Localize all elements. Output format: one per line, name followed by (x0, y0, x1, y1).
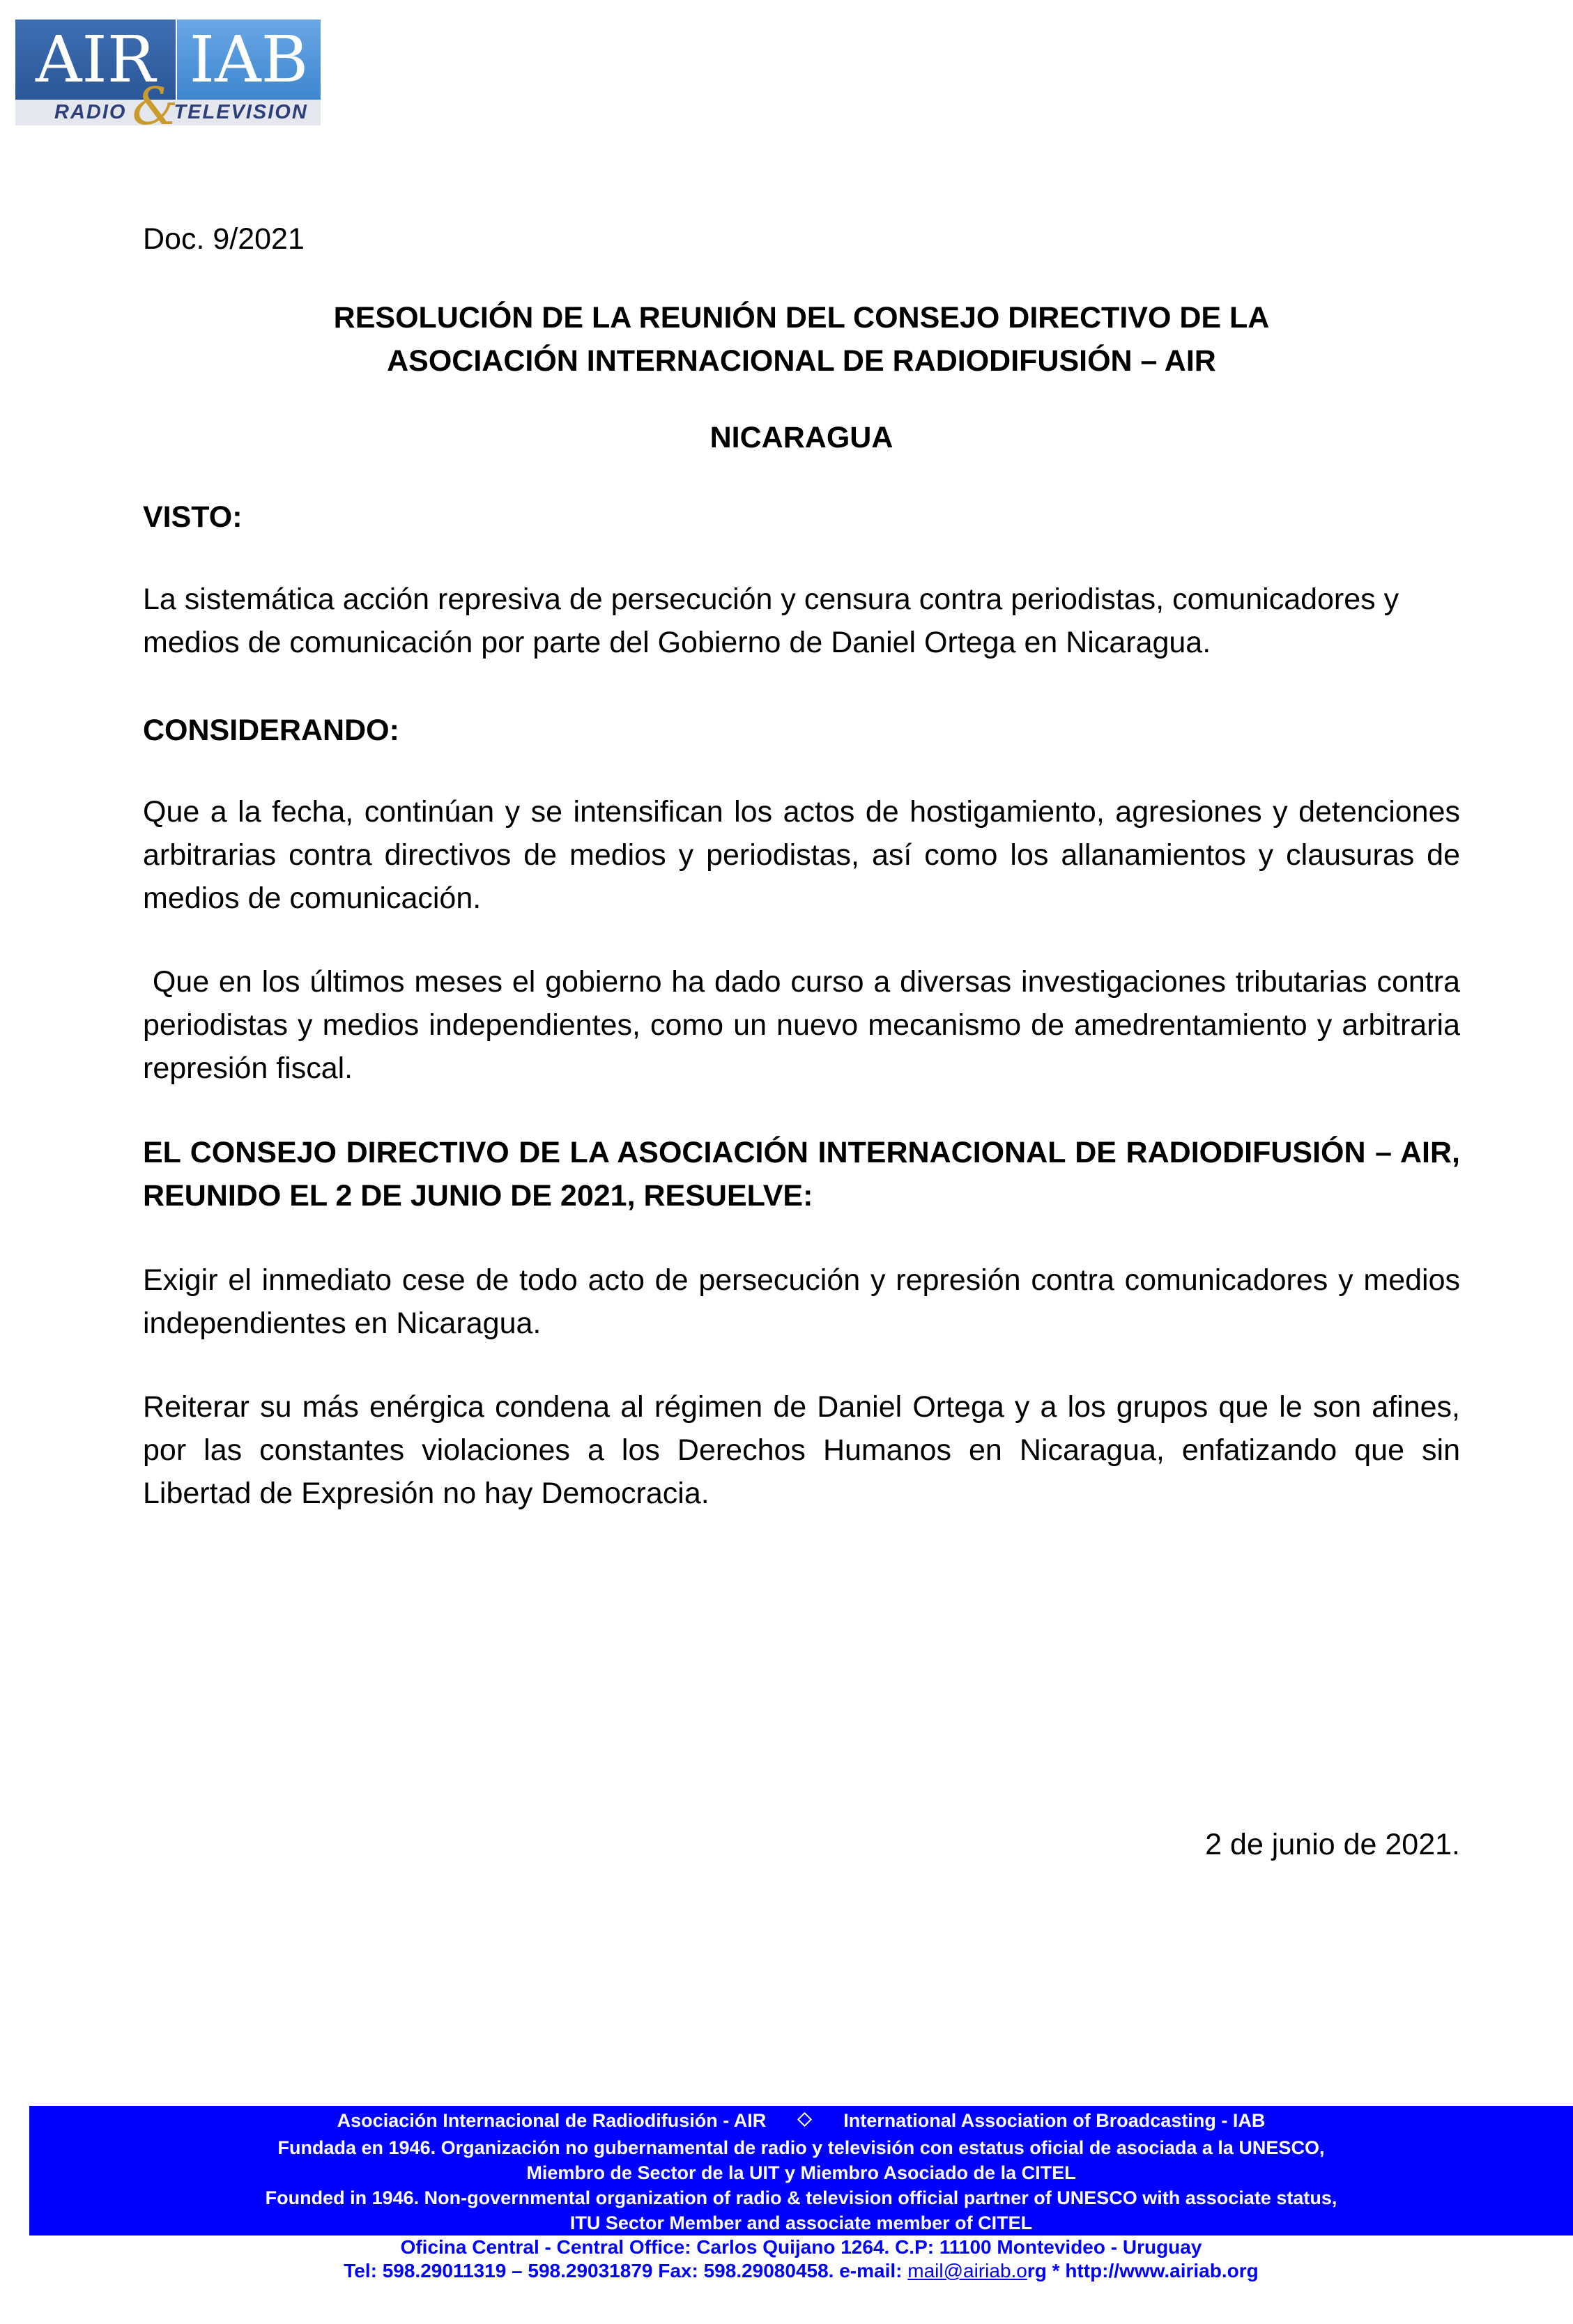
considerando-paragraph-1: Que a la fecha, continúan y se intensifican los actos de hostigamiento, agresiones y detenciones arbitrarias contra directivos de medios y periodistas, así como los allanamientos y clausuras de medios de comunicación. (143, 795, 1460, 915)
resuelve-paragraph-2: Reiterar su más enérgica condena al régimen de Daniel Ortega y a los grupos que le son afines, por las constantes violaciones a los Derechos Humanos en Nicaragua, enfatizando que sin Libertad de Expresión no hay Democracia. (143, 1390, 1460, 1510)
footer-org-line (29, 2106, 1573, 2135)
footer-band (29, 2106, 1573, 2235)
considerando-heading: CONSIDERANDO: (143, 714, 399, 747)
footer-office: Oficina Central - Central Office: Carlos Quijano 1264. C.P: 11100 Montevideo - Uruguay (400, 2236, 1202, 2258)
country-heading: NICARAGUA (709, 421, 893, 454)
logo-tagline-television: TELEVISION (174, 101, 308, 123)
visto-heading: VISTO: (143, 500, 243, 534)
air-iab-logo (15, 20, 321, 137)
footer-line-3: Miembro de Sector de la UIT y Miembro Asociado de la CITEL (526, 2162, 1076, 2183)
logo-tagline-radio: RADIO (54, 101, 127, 123)
diamond-icon (797, 2112, 812, 2127)
logo-air: AIR (15, 20, 176, 100)
logo-iab: IAB (177, 20, 321, 100)
footer-line-4: Founded in 1946. Non-governmental organization of radio & television official partner of UNESCO with associate status, (265, 2187, 1337, 2208)
footer-contact-prefix: Tel: 598.29011319 – 598.29031879 Fax: 598.29080458. e-mail: (344, 2260, 908, 2281)
footer-org-en: International Association of Broadcasting - IAB (843, 2110, 1266, 2131)
footer-contact-suffix: rg * http://www.airiab.org (1027, 2260, 1259, 2281)
logo-tagline-ampersand: & (132, 77, 180, 137)
resolution-title-line2: ASOCIACIÓN INTERNACIONAL DE RADIODIFUSIÓN – AIR (387, 344, 1216, 378)
document-date: 2 de junio de 2021. (1205, 1828, 1460, 1861)
resuelve-paragraph-1: Exigir el inmediato cese de todo acto de persecución y represión contra comunicadores y medios independientes en Nicaragua. (143, 1263, 1460, 1340)
doc-reference: Doc. 9/2021 (143, 222, 305, 256)
email-link[interactable]: mail@airiab.o (907, 2260, 1027, 2281)
resuelve-heading: EL CONSEJO DIRECTIVO DE LA ASOCIACIÓN INTERNACIONAL DE RADIODIFUSIÓN – AIR, REUNIDO EL 2 DE JUNIO DE 2021, RESUELVE: (143, 1136, 1460, 1213)
footer-line-5: ITU Sector Member and associate member of CITEL (569, 2213, 1033, 2233)
logo-tagline (54, 77, 308, 137)
considerando-paragraph-2: Que en los últimos meses el gobierno ha dado curso a diversas investigaciones tributarias contra periodistas y medios independientes, como un nuevo mecanismo de amedrentamiento y arbitraria represión fiscal. (143, 965, 1468, 1085)
footer-org-es: Asociación Internacional de Radiodifusión - AIR (337, 2110, 767, 2131)
footer-contact-line (29, 2259, 1573, 2283)
visto-paragraph: La sistemática acción represiva de persecución y censura contra periodistas, comunicadores y medios de comunicación por parte del Gobierno de Daniel Ortega en Nicaragua. (143, 583, 1399, 659)
resolution-title-line1: RESOLUCIÓN DE LA REUNIÓN DEL CONSEJO DIRECTIVO DE LA (333, 301, 1270, 334)
footer-line-2: Fundada en 1946. Organización no gubernamental de radio y televisión con estatus oficial de asociada a la UNESCO, (277, 2137, 1325, 2158)
resolution-title (143, 296, 1460, 383)
footer-contact (29, 2235, 1573, 2283)
